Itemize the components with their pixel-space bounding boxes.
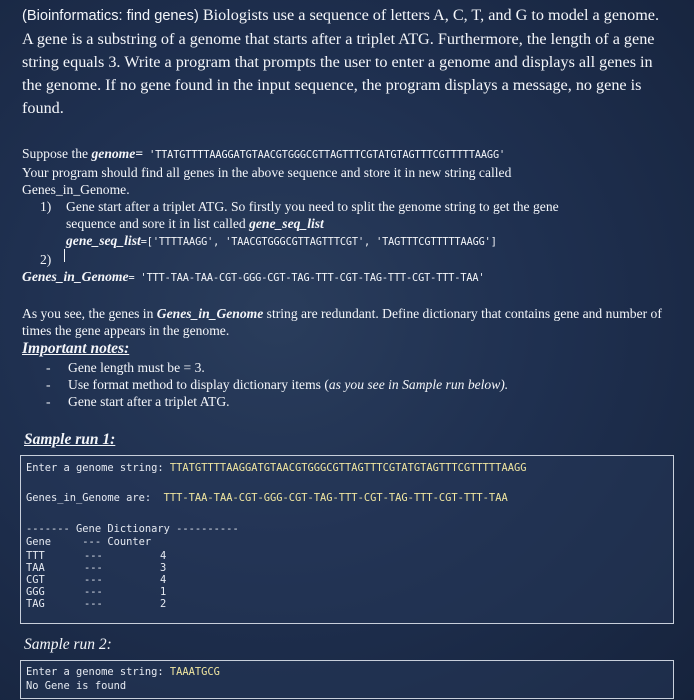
dictionary-instruction [22,305,672,339]
no-gene-result: No Gene is found [26,680,127,692]
count-cell: 1 [160,586,167,598]
gene-cell: TTT [26,550,45,562]
dash-cell: --- [84,562,103,574]
note-2-italic: as you see in Sample run below). [328,377,509,392]
enter-genome-line [26,462,526,474]
gene-seq-list-code [66,232,672,251]
text-cursor [64,249,65,262]
genes-in-genome-value: = 'TTT-TAA-TAA-CGT-GGG-CGT-TAG-TTT-CGT-TAG-TTT-CGT-TTT-TAA' [128,273,485,284]
dictionary-instruction-a: As you see, the genes in [22,306,157,321]
count-cell: 3 [160,562,167,574]
dictionary-section [22,305,672,410]
dictionary-header: ------- Gene Dictionary ---------- [26,523,239,535]
enter-prompt: Enter a genome string: [26,666,170,678]
sample-run-2-console [20,660,674,699]
genome-label: genome= [91,146,144,161]
dictionary-instruction-b: string are redundant. Define dictionary that contains gene and number of times the gene appears in the genome. [22,306,662,338]
genes-in-genome-line [22,268,672,287]
step-2-number: 2) [40,252,52,267]
note-item [46,376,672,393]
step-list [42,198,672,268]
step-2 [42,251,672,268]
dash-cell: --- [84,574,103,586]
dash-cell: --- [84,550,103,562]
entered-genome: TTATGTTTTAAGGATGTAACGTGGGCGTTAGTTTCGTATGTAGTTTCGTTTTTAAGG [169,462,527,474]
problem-description: Biologists use a sequence of letters A, C, T, and G to model a genome. A gene is a substring of a genome that starts after a triplet ATG. Furthermore, the length of a gene string equals 3. Write a program that prompts the user to enter a genome and displays all genes in the genome. If no gene found in the input sequence, the program displays a message, no gene is found. [22,6,660,117]
note-2-text: Use format method to display dictionary items ( [68,377,329,392]
dash-cell: --- [84,598,103,610]
suppose-prefix: Suppose the [22,146,92,161]
gene-cell: TAG [26,598,45,610]
entered-genome: TAAATGCG [169,666,220,678]
dictionary-instruction-var: Genes_in_Genome [156,306,264,321]
gene-seq-list-value: =['TTTTAAGG', 'TAACGTGGGCGTTAGTTTCGT', 'TAGTTTCGTTTTTAAGG'] [140,237,497,248]
problem-title: (Bioinformatics: find genes) [22,8,199,24]
step-1-text-b-prefix: sequence and sore it in list called [66,216,250,231]
count-cell: 4 [160,550,167,562]
suppose-line [22,145,672,164]
gene-cell: TAA [26,562,45,574]
important-notes-title: Important notes: [22,340,130,357]
problem-statement [22,4,672,120]
store-instruction: Your program should find all genes in the above sequence and store it in new string called [22,165,512,180]
store-target: Genes_in_Genome. [22,182,130,197]
dictionary-subheader: Gene --- Counter [26,536,152,548]
sample-run-2-title: Sample run 2: [24,636,112,653]
enter-genome-line [26,666,220,678]
note-item: - Gene length must be = 3. [46,359,672,376]
genome-example-section [22,145,672,287]
gene-cell: GGG [26,586,45,598]
genome-value: 'TTATGTTTTAAGGATGTAACGTGGGCGTTAGTTTCGTATGTAGTTTCGTTTTTAAGG' [143,150,506,161]
step-1-var: gene_seq_list [249,216,324,231]
genes-output: TTT-TAA-TAA-CGT-GGG-CGT-TAG-TTT-CGT-TAG-TTT-CGT-TTT-TAA [163,492,508,504]
sample-run-1-console [20,455,674,624]
notes-list [22,359,672,410]
gene-seq-list-var: gene_seq_list [66,233,141,248]
step-1-number: 1) [40,199,52,214]
genes-prompt: Genes_in_Genome are: [26,492,164,504]
count-cell: 2 [160,598,167,610]
dash-cell: --- [84,586,103,598]
genes-in-genome-label: Genes_in_Genome [22,269,129,284]
genes-output-line [26,492,508,504]
note-item: - Gene start after a triplet ATG. [46,393,672,410]
step-1-text-b [66,215,672,232]
step-1-text: Gene start after a triplet ATG. So firstly you need to split the genome string to get the gene [66,199,559,214]
sample-run-1-title: Sample run 1: [24,431,116,448]
enter-prompt: Enter a genome string: [26,462,170,474]
step-1 [42,198,672,251]
count-cell: 4 [160,574,167,586]
gene-cell: CGT [26,574,45,586]
